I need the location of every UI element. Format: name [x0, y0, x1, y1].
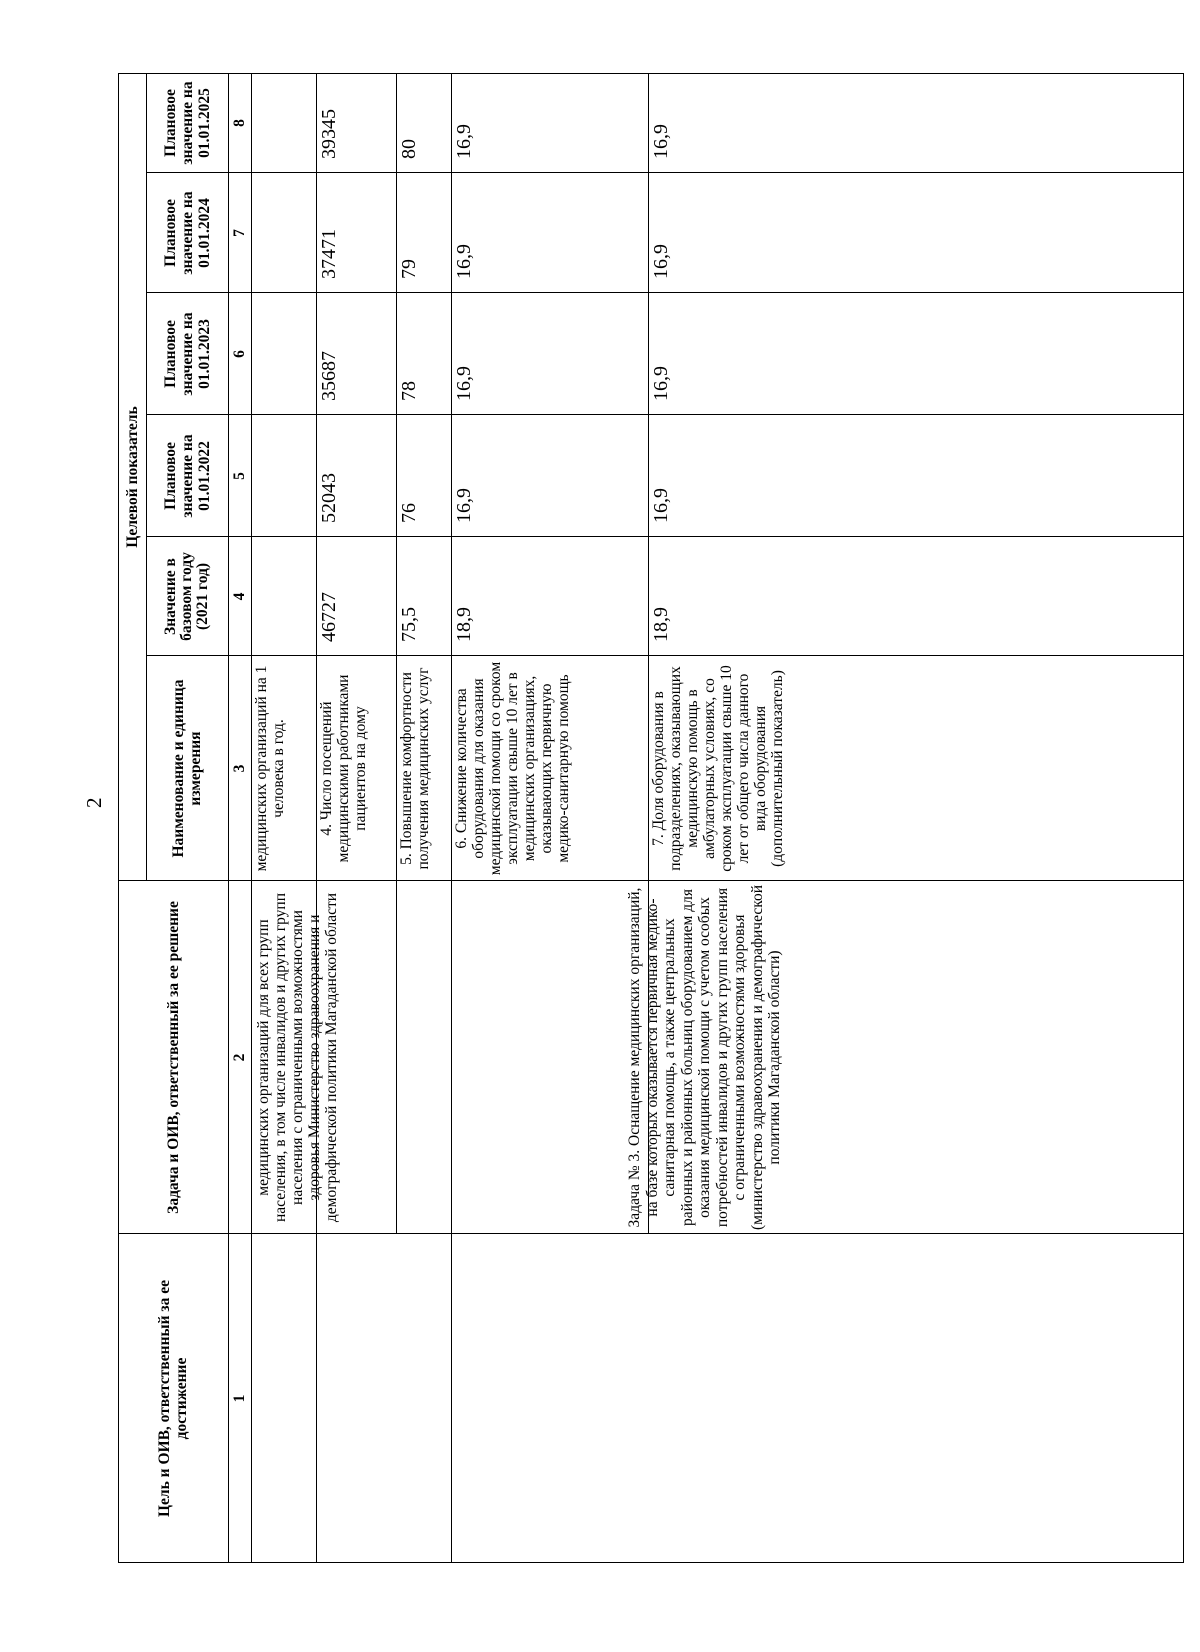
indicator-name-row-1: медицинских организаций на 1 человека в год. — [253, 665, 287, 872]
plan-2025-row-4: 16,9 — [453, 124, 475, 159]
plan-2024-row-2: 37471 — [318, 229, 340, 279]
task-cell-3: Задача № 3. Оснащение медицинских организаций, на базе которых оказывается первичная медико-санитарная помощь, а также центральных районных и районных больниц оборудованием для оказания медицинской помощи с учетом особых потребностей инвалидов и других групп населения с ограниченными возможностями здоровья (министерство здравоохранения и демографической политики Магаданской области) — [626, 884, 783, 1230]
plan-2024-row-5: 16,9 — [650, 244, 672, 279]
plan-2024-row-4: 16,9 — [453, 244, 475, 279]
plan-2022-row-3: 76 — [398, 503, 420, 523]
plan-2023-row-2: 35687 — [318, 351, 340, 401]
header-indicator-name: Наименование и единица измерения — [170, 679, 204, 858]
indicator-name-row-3: 5. Повышение комфортности получения медицинских услуг — [398, 667, 432, 870]
plan-2025-row-5: 16,9 — [650, 124, 672, 159]
header-plan-2023: Плановое значение на 01.01.2023 — [161, 312, 213, 396]
header-target-indicator: Целевой показатель — [123, 406, 141, 548]
indicator-name-row-4: 6. Снижение количества оборудования для оказания медицинской помощи со сроком эксплуатации свыше 10 лет в медицинских организациях, оказывающих первичную медико-санитарную помощь — [453, 661, 572, 876]
plan-2023-row-4: 16,9 — [453, 366, 475, 401]
page-number: 2 — [82, 797, 106, 808]
header-plan-2022: Плановое значение на 01.01.2022 — [161, 434, 213, 518]
base-value-row-2: 46727 — [318, 592, 340, 642]
task-cell-continued: медицинских организаций для всех групп населения, в том числе инвалидов и других групп населения с ограниченными возможностями здоровья Министерство здравоохранения и демографической политики Магаданской области — [255, 892, 340, 1223]
column-number-3: 3 — [231, 764, 248, 773]
header-goal: Цель и ОИВ, ответственный за ее достижение — [156, 1279, 190, 1518]
plan-2025-row-2: 39345 — [318, 109, 340, 159]
target-indicators-table — [118, 73, 1183, 1563]
plan-2022-row-4: 16,9 — [453, 488, 475, 523]
header-plan-2025: Плановое значение на 01.01.2025 — [161, 81, 213, 165]
column-number-5: 5 — [231, 472, 248, 480]
plan-2024-row-3: 79 — [398, 259, 420, 279]
header-task: Задача и ОИВ, ответственный за ее решение — [164, 901, 182, 1214]
column-number-7: 7 — [231, 229, 248, 237]
column-number-6: 6 — [231, 350, 248, 358]
base-value-row-4: 18,9 — [453, 607, 475, 642]
base-value-row-3: 75,5 — [398, 607, 420, 642]
column-number-8: 8 — [231, 119, 248, 127]
plan-2023-row-5: 16,9 — [650, 366, 672, 401]
column-number-4: 4 — [231, 592, 248, 601]
plan-2022-row-2: 52043 — [318, 473, 340, 523]
indicator-name-row-5: 7. Доля оборудования в подразделениях, оказывающих медицинскую помощь в амбулаторных условиях, со сроком эксплуатации свыше 10 лет от общего числа данного вида оборудования (дополнительный показатель) — [650, 665, 786, 872]
plan-2022-row-5: 16,9 — [650, 488, 672, 523]
header-base-value: Значение в базовом году (2021 год) — [162, 552, 211, 641]
indicator-name-row-2: 4. Число посещений медицинскими работниками пациентов на дому — [318, 674, 369, 863]
column-number-1: 1 — [231, 1394, 248, 1403]
table-border-bottom — [1183, 73, 1184, 1563]
header-plan-2024: Плановое значение на 01.01.2024 — [161, 191, 213, 275]
plan-2025-row-3: 80 — [398, 139, 420, 159]
plan-2023-row-3: 78 — [398, 381, 420, 401]
base-value-row-5: 18,9 — [650, 607, 672, 642]
table-border-left — [118, 1562, 1183, 1563]
column-number-2: 2 — [231, 1053, 248, 1062]
